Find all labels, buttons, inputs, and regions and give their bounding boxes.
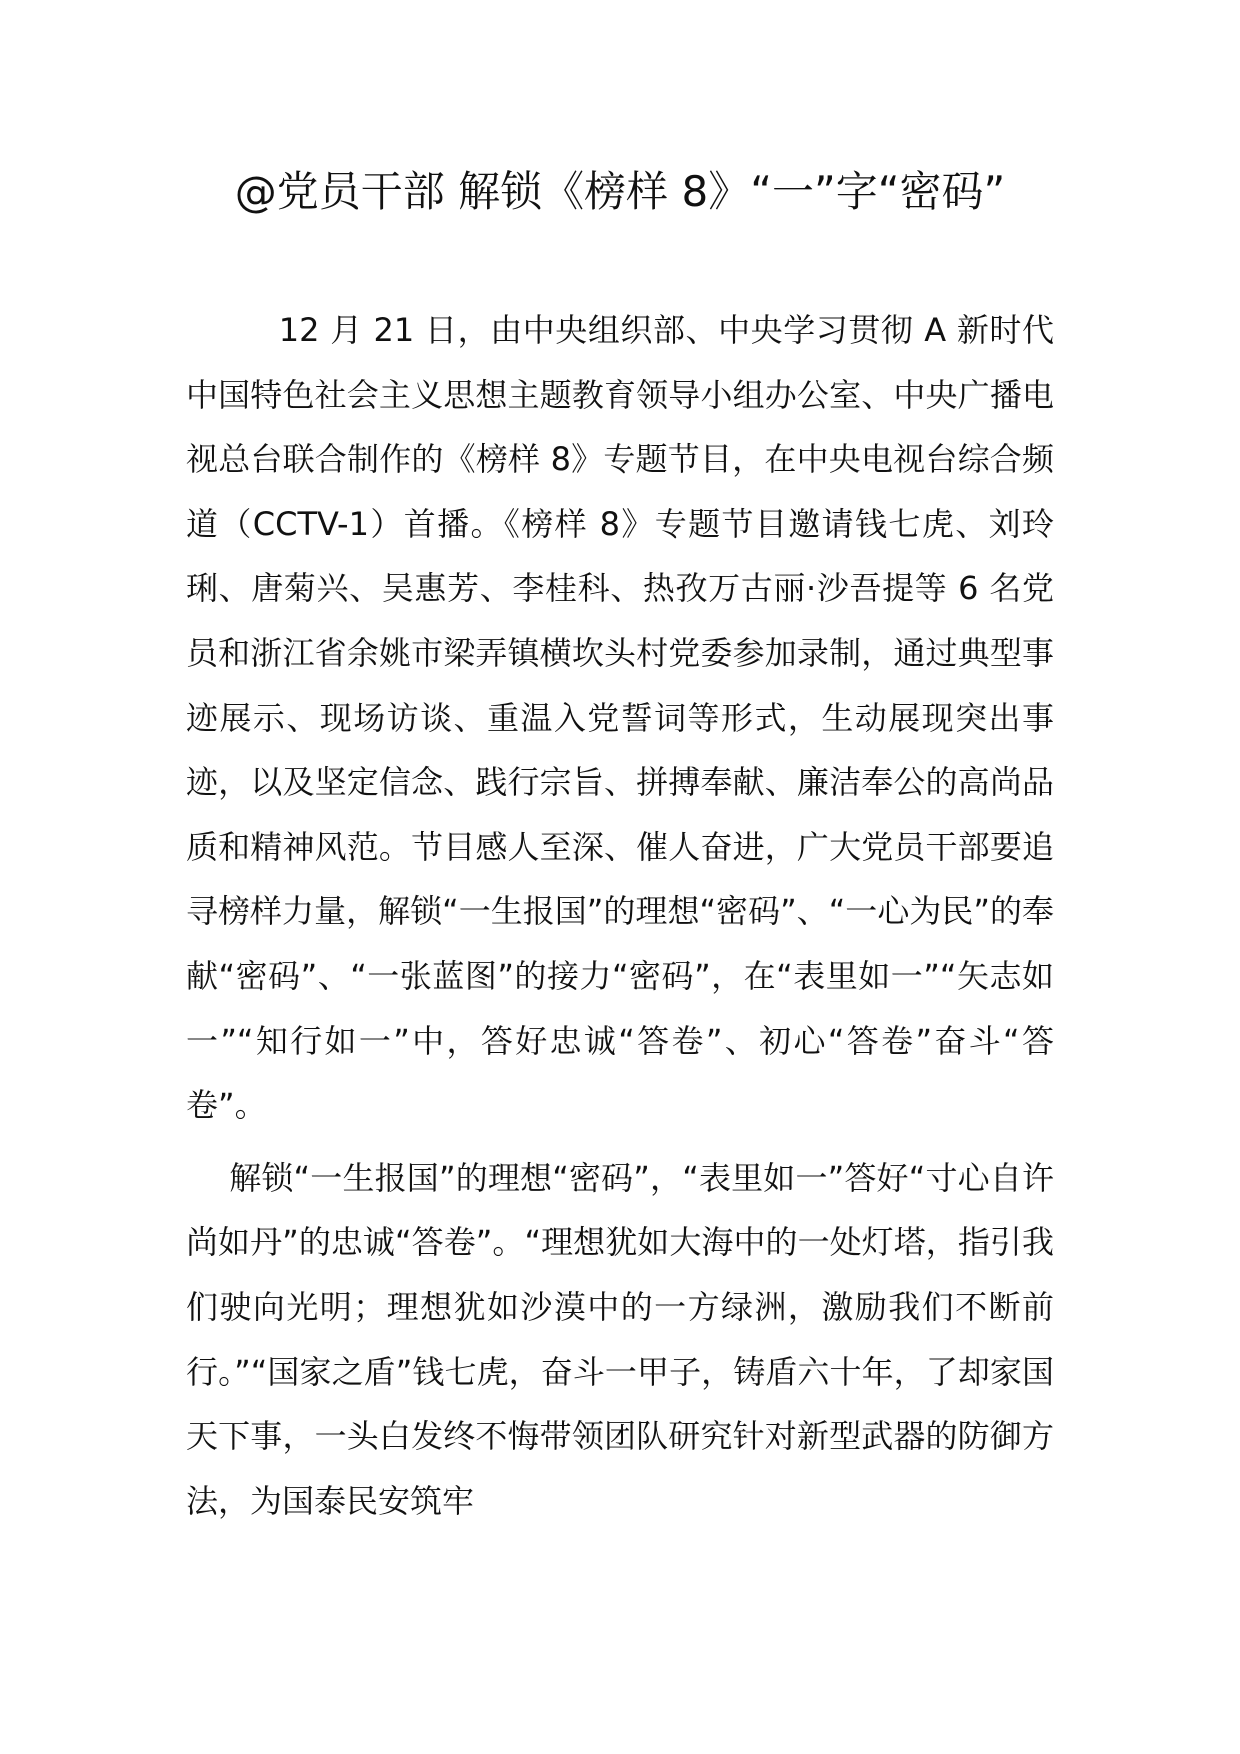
paragraph-2: 解锁“一生报国”的理想“密码”，“表里如一”答好“寸心自许尚如丹”的忠诚“答卷”。“理想犹如大海中的一处灯塔，指引我们驶向光明；理想犹如沙漠中的一方绿洲，激励我们不断前行。”“国家之盾”钱七虎，奋斗一甲子，铸盾六十年，了却家国天下事，一头白发终不悔带领团队研究针对新型武器的防御方法，为国泰民安筑牢 — [186, 1158, 1054, 1520]
paragraph-1: 12 月 21 日，由中央组织部、中央学习贯彻 A 新时代中国特色社会主义思想主题教育领导小组办公室、中央广播电视总台联合制作的《榜样 8》专题节目，在中央电视台综合频道（CCTV-1）首播。《榜样 8》专题节目邀请钱七虎、刘玲琍、唐菊兴、吴惠芳、李桂科、热孜万古丽·沙吾提等 6 名党员和浙江省余姚市梁弄镇横坎头村党委参加录制，通过典型事迹展示、现场访谈、重温入党誓词等形式，生动展现突出事迹，以及坚定信念、践行宗旨、拼搏奉献、廉洁奉公的高尚品质和精神风范。节目感人至深、催人奋进，广大党员干部要追寻榜样力量，解锁“一生报国”的理想“密码”、“一心为民”的奉献“密码”、“一张蓝图”的接力“密码”，在“表里如一”“矢志如一”“知行如一”中，答好忠诚“答卷”、初心“答卷”奋斗“答卷”。 — [186, 311, 1054, 1125]
document-title: @党员干部 解锁《榜样 8》“一”字“密码” — [234, 167, 1006, 216]
document-body — [186, 298, 1054, 1533]
